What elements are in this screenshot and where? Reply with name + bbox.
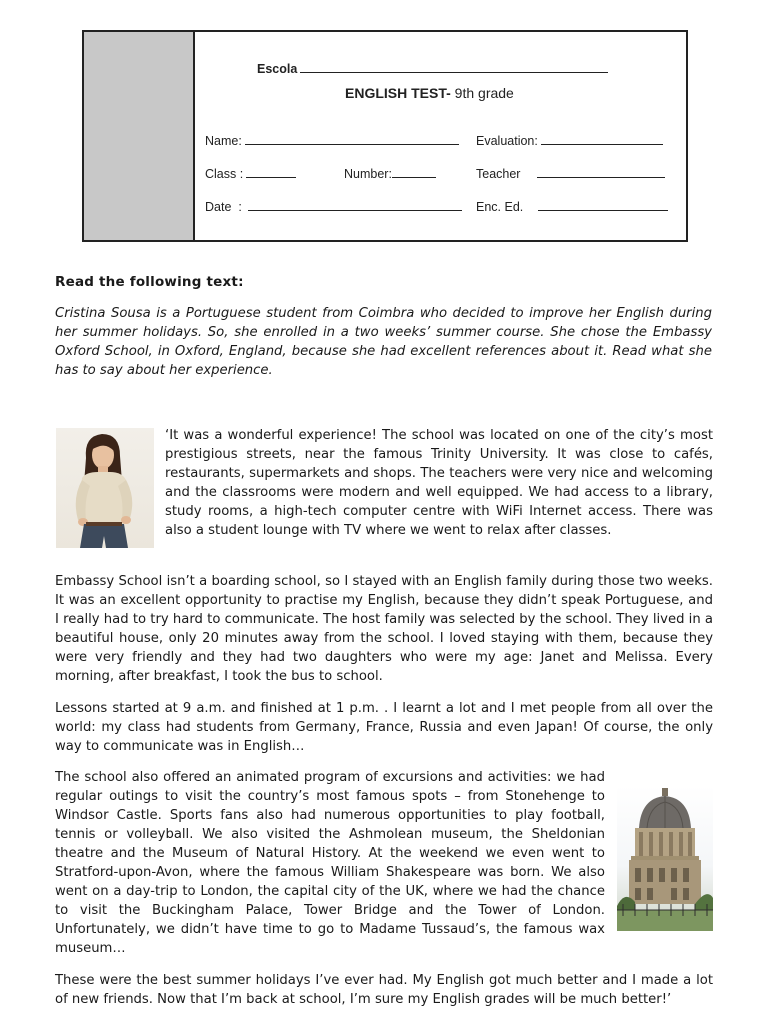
test-header-box — [82, 30, 688, 242]
number-field — [344, 167, 436, 181]
school-blank — [300, 62, 608, 73]
woman-illustration — [56, 428, 154, 548]
building-illustration — [617, 786, 713, 931]
teacher-field — [476, 167, 665, 181]
header-content — [195, 32, 686, 240]
teacher-label: Teacher — [476, 167, 521, 181]
school-label: Escola — [257, 62, 298, 76]
number-label: Number: — [344, 167, 392, 181]
name-blank — [245, 134, 459, 145]
name-label: Name: — [205, 134, 242, 148]
story-paragraph-5: These were the best summer holidays I’ve ever had. My English got much better and I made a lot of new friends. Now that I’m back at school, I’m sure my English grades will be much better!’ — [55, 973, 713, 1007]
intro-paragraph: Cristina Sousa is a Portuguese student from Coimbra who decided to improve her English during her summer holidays. So, she enrolled in a two weeks’ summer course. She chose the Embassy Oxford School, in Oxford, England, because she had excellent references about it. Read what she has to say about her experience. — [55, 306, 712, 378]
test-title-grade: 9th grade — [450, 85, 514, 101]
story-paragraph-2: Embassy School isn’t a boarding school, so I stayed with an English family during those two weeks. It was an excellent opportunity to practise my English, because they didn’t speak Portuguese, and I really had to try hard to communicate. The host family was selected by the school. They lived in a beautiful house, only 20 minutes away from the school. I loved staying with them, because they were very friendly and they had two daughters who were my age: Janet and Melissa. Every morning, after breakfast, I took the bus to school. — [55, 574, 713, 684]
name-field — [205, 134, 459, 148]
story-paragraph-4: The school also offered an animated program of excursions and activities: we had regular outings to visit the country’s most famous spots – from Stonehenge to Windsor Castle. Sports fans also had numerous opportunities to play football, tennis or volleyball. We also visited the Ashmolean museum, the Sheldonian theatre and the Museum of Natural History. At the weekend we even went to Stratford-upon-Avon, where the famous William Shakespeare was born. We also went on a day-trip to London, the capital city of the UK, where we had the chance to visit the Buckingham Palace, Tower Bridge and the Tower of London. Unfortunately, we didn’t have time to go to Madame Tussaud’s, the famous wax museum… — [55, 770, 605, 956]
story-paragraph-1: ‘It was a wonderful experience! The school was located on one of the city’s most prestigious streets, near the famous Trinity University. It was close to cafés, restaurants, supermarkets and shops. The teachers were very nice and welcoming and the classrooms were modern and well equipped. We had access to a library, study rooms, a high-tech computer centre with WiFi Internet access. There was also a student lounge with TV where we went to relax after classes. — [165, 428, 713, 538]
class-field — [205, 167, 296, 181]
radcliffe-camera-photo — [617, 786, 713, 931]
class-label: Class : — [205, 167, 244, 181]
test-title-bold: ENGLISH TEST- — [345, 85, 451, 101]
enc-ed-label: Enc. Ed. — [476, 200, 524, 214]
story-paragraph-3: Lessons started at 9 a.m. and finished at 1 p.m. . I learnt a lot and I met people from all over the world: my class had students from Germany, France, Russia and even Japan! Of course, the only way to communicate was in English… — [55, 701, 713, 754]
evaluation-blank — [541, 134, 663, 145]
enc-ed-field — [476, 200, 668, 214]
date-field — [205, 200, 462, 214]
school-field — [257, 62, 608, 76]
date-label: Date : — [205, 200, 242, 214]
evaluation-field — [476, 134, 663, 148]
class-blank — [246, 167, 296, 178]
teacher-blank — [537, 167, 665, 178]
enc-ed-blank — [538, 200, 668, 211]
woman-photo — [56, 428, 154, 548]
number-blank — [392, 167, 436, 178]
evaluation-label: Evaluation: — [476, 134, 538, 148]
header-logo-area — [84, 32, 195, 240]
date-blank — [248, 200, 462, 211]
test-title — [345, 85, 514, 101]
reading-instruction: Read the following text: — [55, 274, 244, 290]
